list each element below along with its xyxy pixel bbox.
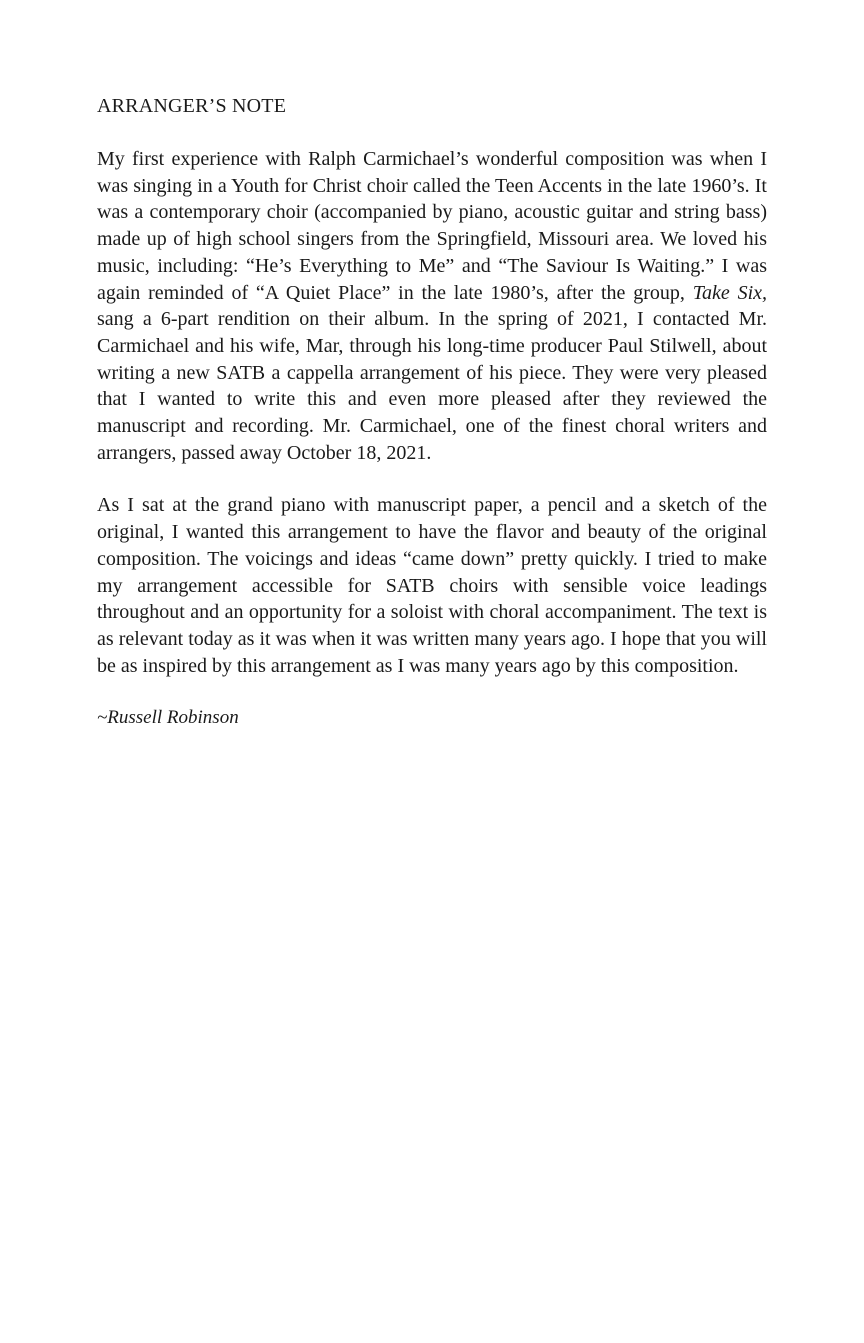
paragraph-text-part: sang a 6-part rendition on their album. In the spring of 2021, I contacted Mr. Carmichael and his wife, Mar, through his long-time producer Paul Stilwell, about writing a new SATB a cappella arrangement of his piece. They were very pleased that I wanted to write this and even more pleased after they reviewed the manuscript and recording. Mr. Carmichael, one of the finest choral writers and arrangers, passed away October 18, 2021.	[97, 308, 767, 464]
author-signature: ~Russell Robinson	[97, 707, 239, 729]
paragraph-first-experience	[97, 146, 767, 466]
page-title: ARRANGER’S NOTE	[97, 95, 287, 117]
paragraph-arrangement: As I sat at the grand piano with manuscript paper, a pencil and a sketch of the original, I wanted this arrangement to have the flavor and beauty of the original composition. The voicings and ideas “came down” pretty quickly. I tried to make my arrangement accessible for SATB choirs with sensible voice leadings throughout and an opportunity for a soloist with choral accompaniment. The text is as relevant today as it was when it was written many years ago. I hope that you will be as inspired by this arrangement as I was many years ago by this composition.	[97, 494, 767, 677]
paragraph-text-part: My first experience with Ralph Carmichael’s wonderful composition was when I was singing in a Youth for Christ choir called the Teen Accents in the late 1960’s. It was a contemporary choir (accompanied by piano, acoustic guitar and string bass) made up of high school singers from the Springfield, Missouri area. We loved his music, including: “He’s Everything to Me” and “The Saviour Is Waiting.” I was again reminded of “A Quiet Place” in the late 1980’s, after the group,	[97, 148, 767, 304]
album-group-name: Take Six,	[692, 281, 767, 304]
document-page	[97, 92, 767, 731]
